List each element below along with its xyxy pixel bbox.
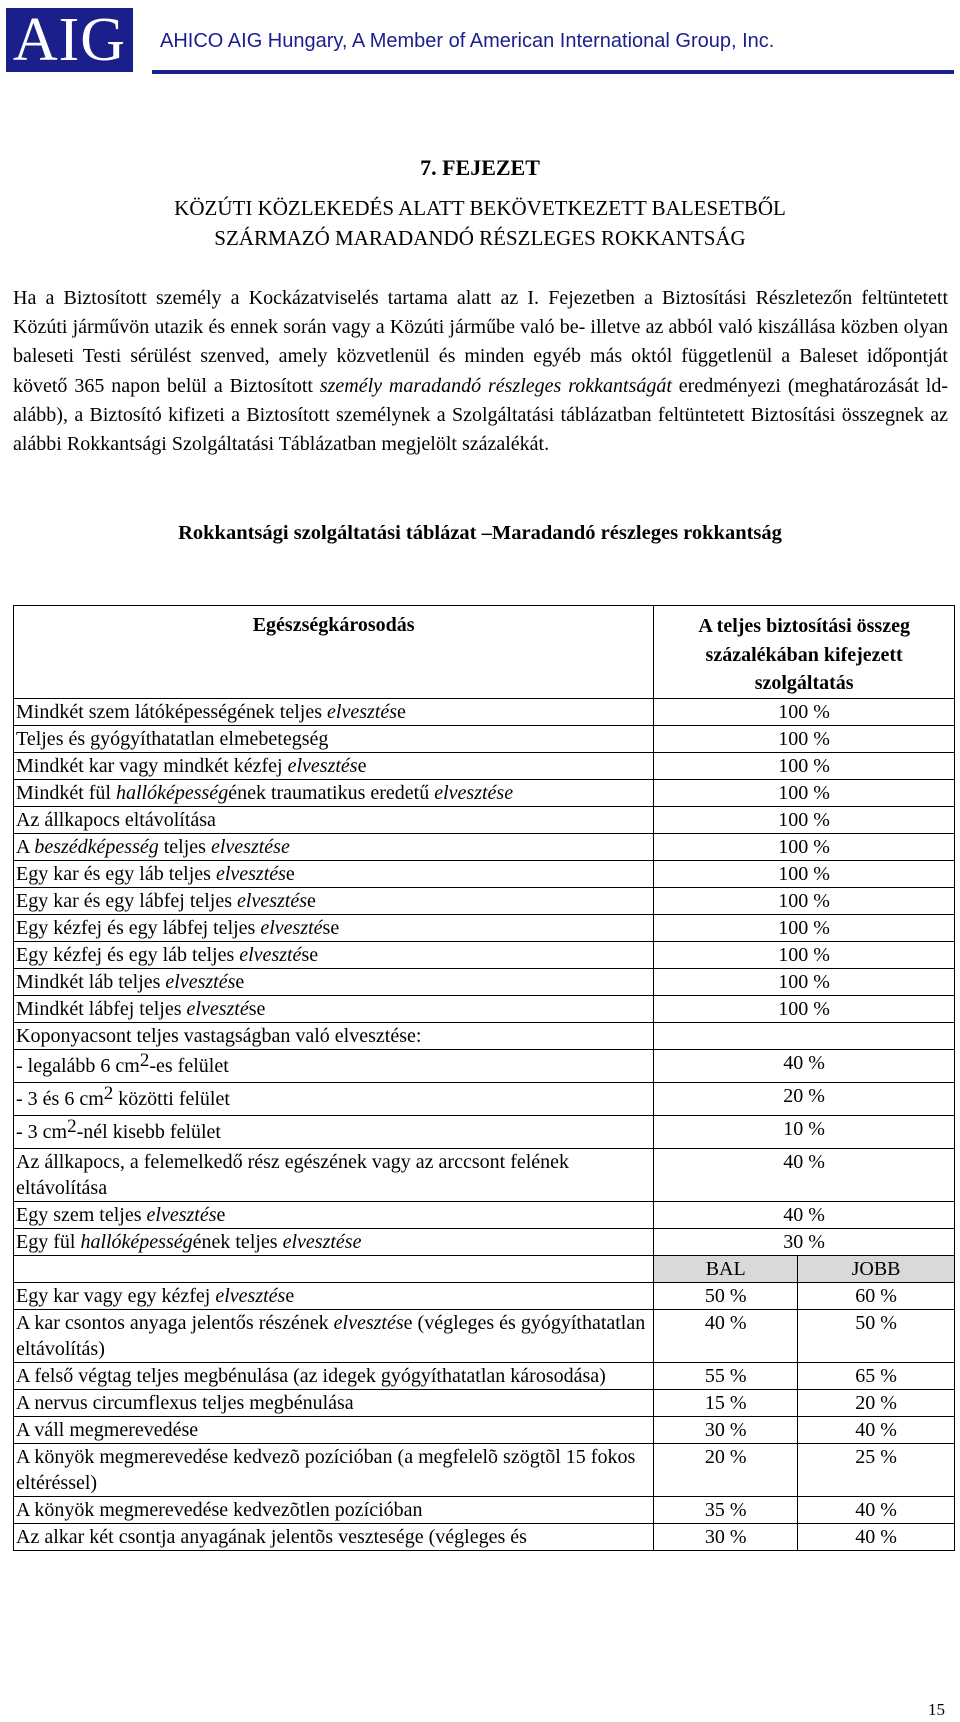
intro-paragraph bbox=[13, 284, 948, 459]
condition-italic: elvesztés bbox=[215, 1284, 286, 1307]
condition-italic: elvesztés bbox=[215, 862, 286, 885]
left-percentage-cell: 15 % bbox=[654, 1389, 798, 1416]
condition-text: Az állkapocs eltávolítása bbox=[16, 808, 216, 831]
condition-cell bbox=[14, 941, 654, 968]
condition-text-tail: e bbox=[397, 700, 406, 723]
condition-text: A felső végtag teljes megbénulása (az idegek gyógyíthatatlan károsodása) bbox=[16, 1364, 606, 1387]
table-row bbox=[14, 914, 955, 941]
superscript: 2 bbox=[103, 1082, 114, 1104]
condition-text: Egy kar és egy láb teljes bbox=[16, 862, 216, 885]
condition-text-tail: e bbox=[357, 754, 367, 777]
left-percentage-cell: 30 % bbox=[654, 1523, 798, 1550]
right-percentage-cell: 40 % bbox=[798, 1523, 955, 1550]
condition-text: - legalább 6 cm bbox=[16, 1054, 140, 1077]
table-row bbox=[14, 1309, 955, 1362]
disability-benefit-table bbox=[13, 605, 955, 1551]
left-percentage-cell: 40 % bbox=[654, 1309, 798, 1362]
condition-text-tail: se bbox=[248, 997, 266, 1020]
table-row bbox=[14, 752, 955, 779]
condition-italic: hallóképesség bbox=[80, 1230, 193, 1253]
chapter-title-line-2: SZÁRMAZÓ MARADANDÓ RÉSZLEGES ROKKANTSÁG bbox=[214, 226, 746, 250]
table-row bbox=[14, 698, 955, 725]
condition-cell bbox=[14, 968, 654, 995]
table-row bbox=[14, 1228, 955, 1255]
condition-cell bbox=[14, 1082, 654, 1115]
condition-cell bbox=[14, 752, 654, 779]
table-title: Rokkantsági szolgáltatási táblázat –Maradandó részleges rokkantság bbox=[178, 522, 782, 544]
condition-text: Az alkar két csontja anyagának jelentõs vesztesége (végleges és bbox=[16, 1525, 527, 1548]
table-row bbox=[14, 779, 955, 806]
condition-cell bbox=[14, 1228, 654, 1255]
condition-cell bbox=[14, 1115, 654, 1148]
table-row bbox=[14, 1389, 955, 1416]
blank-cell bbox=[14, 1255, 654, 1282]
percentage-cell: 10 % bbox=[654, 1115, 955, 1148]
right-percentage-cell: 25 % bbox=[798, 1443, 955, 1496]
table-row bbox=[14, 1022, 955, 1049]
condition-text: Egy szem teljes bbox=[16, 1203, 147, 1226]
condition-italic-tail: elvesztése bbox=[282, 1230, 362, 1253]
condition-cell bbox=[14, 1496, 654, 1523]
right-side-header: JOBB bbox=[798, 1255, 955, 1282]
percentage-cell: 100 % bbox=[654, 833, 955, 860]
condition-cell bbox=[14, 806, 654, 833]
percentage-cell: 100 % bbox=[654, 941, 955, 968]
condition-text: Egy fül bbox=[16, 1230, 81, 1253]
condition-cell bbox=[14, 995, 654, 1022]
condition-text: A könyök megmerevedése kedvezõ pozícióban (a megfelelõ szögtõl 15 fokos eltéréssel) bbox=[16, 1445, 636, 1494]
condition-cell bbox=[14, 1416, 654, 1443]
condition-text: Mindkét kar vagy mindkét kézfej bbox=[16, 754, 288, 777]
condition-text-tail: e bbox=[216, 1203, 226, 1226]
chapter-heading: 7. FEJEZET bbox=[420, 155, 540, 180]
condition-italic-tail: elvesztése bbox=[434, 781, 514, 804]
condition-text: Egy kar és egy lábfej teljes bbox=[16, 889, 238, 912]
table-row bbox=[14, 860, 955, 887]
condition-text-tail: e bbox=[235, 970, 245, 993]
condition-text-tail: -es felület bbox=[149, 1054, 229, 1077]
condition-text: - 3 és 6 cm bbox=[16, 1087, 104, 1110]
condition-italic: elveszté bbox=[239, 943, 302, 966]
condition-text: A kar csontos anyaga jelentős részének bbox=[16, 1311, 334, 1334]
condition-cell bbox=[14, 1148, 654, 1201]
percentage-cell: 100 % bbox=[654, 914, 955, 941]
condition-text-tail: se bbox=[301, 943, 319, 966]
percentage-cell: 100 % bbox=[654, 725, 955, 752]
condition-italic: hallóképesség bbox=[116, 781, 229, 804]
condition-text-tail: se bbox=[322, 916, 340, 939]
condition-cell bbox=[14, 860, 654, 887]
right-percentage-cell: 50 % bbox=[798, 1309, 955, 1362]
percentage-cell: 100 % bbox=[654, 995, 955, 1022]
condition-text-tail: e bbox=[285, 1284, 295, 1307]
condition-text-tail: -nél kisebb felület bbox=[76, 1120, 221, 1143]
table-row bbox=[14, 806, 955, 833]
condition-text-tail: közötti felület bbox=[113, 1087, 230, 1110]
condition-cell bbox=[14, 725, 654, 752]
table-row bbox=[14, 1416, 955, 1443]
condition-italic: elvesztés bbox=[165, 970, 236, 993]
percentage-cell: 40 % bbox=[654, 1148, 955, 1201]
condition-text-tail: e bbox=[285, 862, 295, 885]
condition-cell bbox=[14, 1309, 654, 1362]
col-header-condition: Egészségkárosodás bbox=[14, 606, 654, 699]
table-row bbox=[14, 1049, 955, 1082]
paragraph-italic: személy maradandó részleges rokkantságát bbox=[319, 374, 672, 397]
condition-cell bbox=[14, 1022, 654, 1049]
paragraph-text-1: Ha a Biztosított személy a Kockázatviselés tartama alatt az I. Fejezetben a Biztosítási Részletezőn feltüntetett Közúti járművön utazik és ennek során vagy a Közúti járműbe való be- illetve az abból való kiszállása közben olyan baleseti Testi sérülést szenved, amely közvetlenül és minden egyéb más októl függetlenül a Baleset időpontját követő 365 napon belül a Biztosított bbox=[13, 287, 948, 397]
left-side-header: BAL bbox=[654, 1255, 798, 1282]
condition-italic: beszédképesség bbox=[34, 835, 159, 858]
condition-cell bbox=[14, 1389, 654, 1416]
condition-italic-tail: elvesztése bbox=[210, 835, 290, 858]
table-row bbox=[14, 1443, 955, 1496]
condition-italic: elvesztés bbox=[237, 889, 308, 912]
percentage-cell: 40 % bbox=[654, 1049, 955, 1082]
table-row bbox=[14, 1496, 955, 1523]
col-header-percentage: A teljes biztosítási összeg százalékában kifejezett szolgáltatás bbox=[654, 606, 955, 699]
table-row bbox=[14, 887, 955, 914]
left-percentage-cell: 20 % bbox=[654, 1443, 798, 1496]
condition-cell bbox=[14, 1523, 654, 1550]
left-percentage-cell: 50 % bbox=[654, 1282, 798, 1309]
condition-cell bbox=[14, 779, 654, 806]
page-header bbox=[0, 0, 960, 78]
condition-text: - 3 cm bbox=[16, 1120, 68, 1143]
left-percentage-cell: 55 % bbox=[654, 1362, 798, 1389]
page-number: 15 bbox=[928, 1700, 945, 1719]
percentage-cell: 100 % bbox=[654, 779, 955, 806]
condition-italic: elvesztés bbox=[327, 700, 397, 723]
percentage-cell: 100 % bbox=[654, 860, 955, 887]
condition-text: Teljes és gyógyíthatatlan elmebetegség bbox=[16, 727, 329, 750]
table-row bbox=[14, 1148, 955, 1201]
aig-logo: AIG bbox=[6, 8, 133, 72]
condition-cell bbox=[14, 833, 654, 860]
company-name: AHICO AIG Hungary, A Member of American International Group, Inc. bbox=[160, 30, 775, 52]
right-percentage-cell: 40 % bbox=[798, 1496, 955, 1523]
right-percentage-cell: 20 % bbox=[798, 1389, 955, 1416]
table-row bbox=[14, 995, 955, 1022]
condition-cell bbox=[14, 1443, 654, 1496]
table-row bbox=[14, 1523, 955, 1550]
condition-italic: elvesztés bbox=[287, 754, 358, 777]
table-row bbox=[14, 833, 955, 860]
condition-cell bbox=[14, 887, 654, 914]
percentage-cell: 100 % bbox=[654, 752, 955, 779]
left-right-header-row bbox=[14, 1255, 955, 1282]
table-row bbox=[14, 1201, 955, 1228]
table-row bbox=[14, 725, 955, 752]
condition-italic: elveszté bbox=[186, 997, 249, 1020]
paragraph-text-2: eredményezi (meghatározását ld- alább), a Biztosító kifizeti a Biztosított személynek a Szolgáltatási táblázatban feltüntetett Biztosítási összegnek az alábbi Rokkantsági Szolgáltatási Táblázatban megjelölt százalékát. bbox=[13, 374, 948, 456]
condition-text: A váll megmerevedése bbox=[16, 1418, 199, 1441]
left-percentage-cell: 35 % bbox=[654, 1496, 798, 1523]
condition-text: A könyök megmerevedése kedvezõtlen pozícióban bbox=[16, 1498, 423, 1521]
percentage-cell: 100 % bbox=[654, 806, 955, 833]
table-row bbox=[14, 968, 955, 995]
right-percentage-cell: 60 % bbox=[798, 1282, 955, 1309]
condition-italic: elvesztés bbox=[333, 1311, 404, 1334]
condition-cell bbox=[14, 1201, 654, 1228]
superscript: 2 bbox=[139, 1049, 150, 1071]
condition-cell bbox=[14, 914, 654, 941]
condition-text: Mindkét szem látóképességének teljes bbox=[16, 700, 328, 723]
chapter-title-line-1: KÖZÚTI KÖZLEKEDÉS ALATT BEKÖVETKEZETT BALESETBŐL bbox=[174, 196, 786, 220]
percentage-cell: 100 % bbox=[654, 968, 955, 995]
condition-italic: elvesztés bbox=[146, 1203, 217, 1226]
condition-cell bbox=[14, 1362, 654, 1389]
condition-text-tail: e bbox=[307, 889, 316, 912]
condition-text: Egy kézfej és egy láb teljes bbox=[16, 943, 240, 966]
condition-text: Mindkét lábfej teljes bbox=[16, 997, 187, 1020]
table-row bbox=[14, 1115, 955, 1148]
condition-text: Mindkét fül bbox=[16, 781, 116, 804]
condition-text: Egy kar vagy egy kézfej bbox=[16, 1284, 216, 1307]
table-header-row bbox=[14, 606, 955, 699]
condition-cell bbox=[14, 1049, 654, 1082]
condition-cell bbox=[14, 1282, 654, 1309]
condition-text-tail: ének teljes bbox=[192, 1230, 283, 1253]
superscript: 2 bbox=[67, 1115, 77, 1137]
percentage-cell bbox=[654, 1022, 955, 1049]
percentage-cell: 40 % bbox=[654, 1201, 955, 1228]
condition-italic: elveszté bbox=[260, 916, 323, 939]
percentage-cell: 20 % bbox=[654, 1082, 955, 1115]
right-percentage-cell: 65 % bbox=[798, 1362, 955, 1389]
table-row bbox=[14, 941, 955, 968]
condition-text-tail: ének traumatikus eredetű bbox=[228, 781, 435, 804]
table-row bbox=[14, 1082, 955, 1115]
condition-cell bbox=[14, 698, 654, 725]
percentage-cell: 100 % bbox=[654, 698, 955, 725]
percentage-cell: 100 % bbox=[654, 887, 955, 914]
left-percentage-cell: 30 % bbox=[654, 1416, 798, 1443]
condition-text: A bbox=[16, 835, 35, 858]
condition-text: Az állkapocs, a felemelkedő rész egészének vagy az arccsont felének eltávolítása bbox=[16, 1150, 570, 1199]
table-row bbox=[14, 1362, 955, 1389]
condition-text-tail: e (végleges és gyógyíthatatlan eltávolítás) bbox=[16, 1311, 646, 1360]
right-percentage-cell: 40 % bbox=[798, 1416, 955, 1443]
condition-text-tail: teljes bbox=[158, 835, 211, 858]
table-row bbox=[14, 1282, 955, 1309]
percentage-cell: 30 % bbox=[654, 1228, 955, 1255]
condition-text: A nervus circumflexus teljes megbénulása bbox=[16, 1391, 354, 1414]
condition-text: Egy kézfej és egy lábfej teljes bbox=[16, 916, 261, 939]
header-divider bbox=[152, 70, 954, 74]
condition-text: Koponyacsont teljes vastagságban való elvesztése: bbox=[16, 1024, 422, 1047]
condition-text: Mindkét láb teljes bbox=[16, 970, 166, 993]
